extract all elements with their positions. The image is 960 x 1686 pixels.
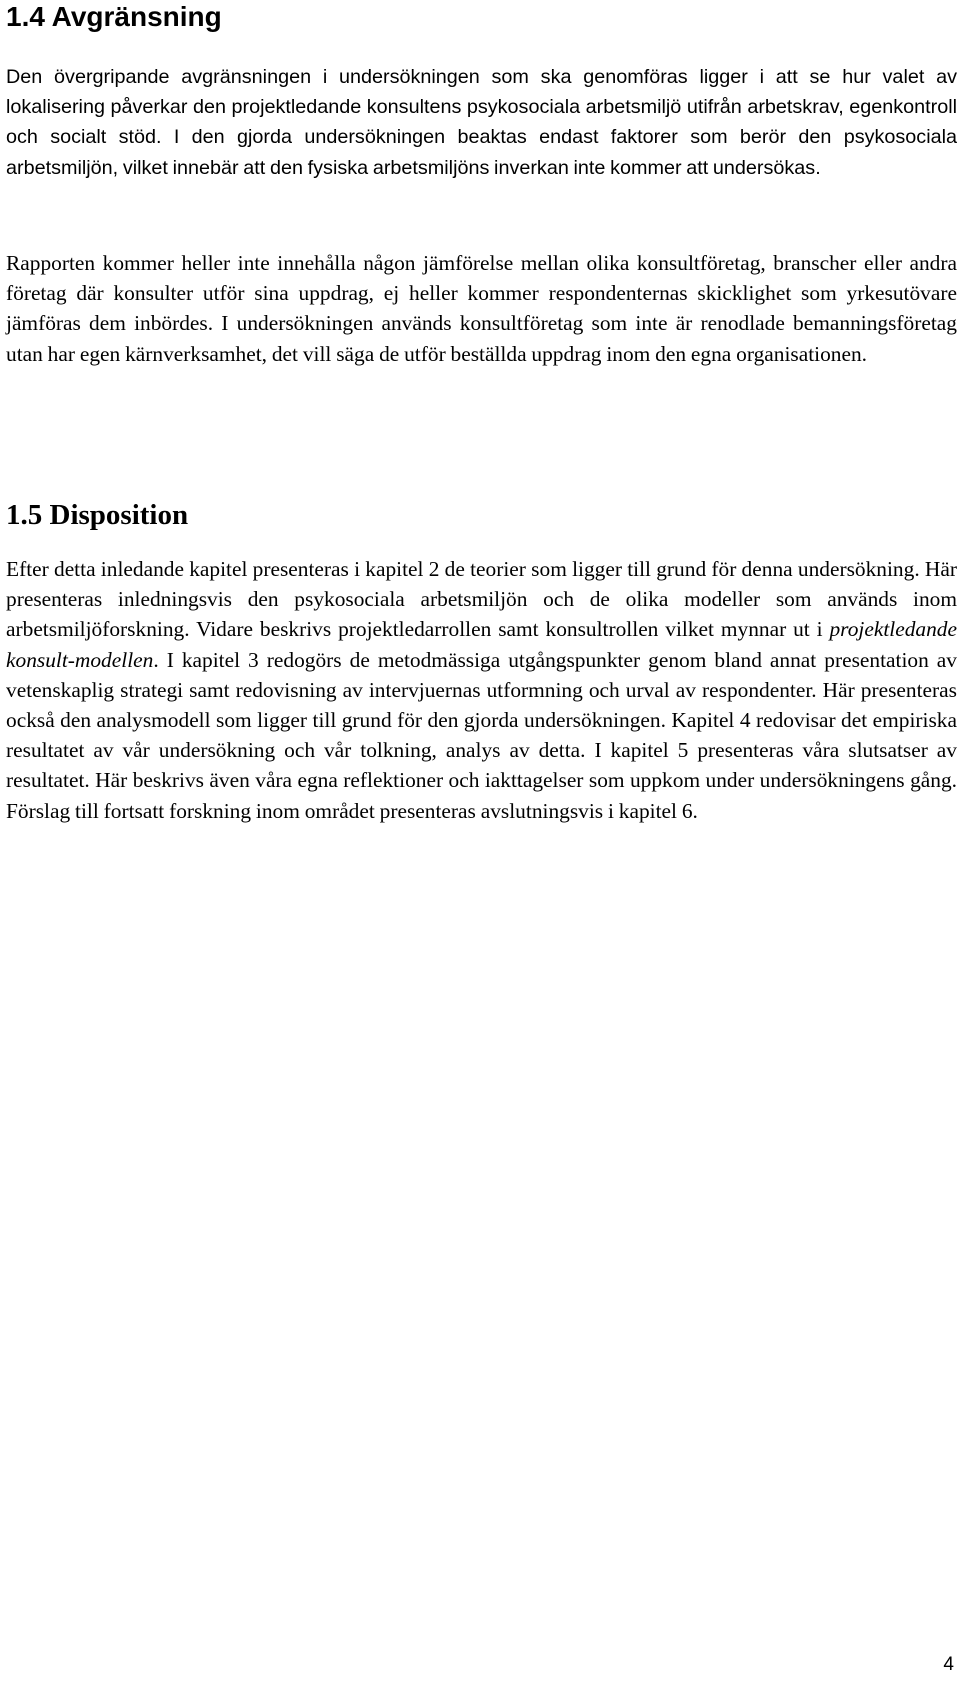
- page-number: 4: [943, 1654, 954, 1675]
- italic-term: projektledande konsult-modellen: [6, 617, 957, 672]
- paragraph-disposition-text-end: . I kapitel 3 redogörs de metodmässiga utgångspunkter genom bland annat presentation av vetenskaplig strategi samt redovisning av intervjuernas utformning och urval av respondenter. Här presenteras också den analysmodell som ligger till grund för den gjorda undersökningen. Kapitel 4 redovisar det empiriska resultatet av vår undersökning och vår tolkning, analys av detta. I kapitel 5 presenteras våra slutsatser av resultatet. Här beskrivs även våra egna reflektioner och iakttagelser som uppkom under undersökningens gång. Förslag till fortsatt forskning inom området presenteras avslutningsvis i kapitel 6.: [6, 647, 957, 823]
- paragraph-disposition-text-start: Efter detta inledande kapitel presenteras i kapitel 2 de teorier som ligger till grund för denna undersökning. Här presenteras inledningsvis den psykosociala arbetsmiljön och de olika modeller som används inom arbetsmiljöforskning. Vidare beskrivs projektledarrollen samt konsultrollen vilket mynnar ut i: [6, 557, 957, 642]
- paragraph-avgransning-2: Rapporten kommer heller inte innehålla någon jämförelse mellan olika konsultföretag, branscher eller andra företag där konsulter utför sina uppdrag, ej heller kommer respondenternas skicklighet som yrkesutövare jämföras dem inbördes. I undersökningen används konsultföretag som inte är renodlade bemanningsföretag utan har egen kärnverksamhet, det vill säga de utför beställda uppdrag inom den egna organisationen.: [6, 251, 957, 366]
- paragraph-avgransning-1: Den övergripande avgränsningen i undersökningen som ska genomföras ligger i att se hur valet av lokalisering påverkar den projektledande konsultens psykosociala arbetsmiljö utifrån arbetskrav, egenkontroll och socialt stöd. I den gjorda undersökningen beaktas endast faktorer som berör den psykosociala arbetsmiljön, vilket innebär att den fysiska arbetsmiljöns inverkan inte kommer att undersökas.: [6, 66, 957, 179]
- section-heading-disposition: 1.5 Disposition: [6, 499, 189, 531]
- paragraph-disposition: [6, 554, 957, 826]
- section-heading-avgransning: 1.4 Avgränsning: [6, 1, 222, 32]
